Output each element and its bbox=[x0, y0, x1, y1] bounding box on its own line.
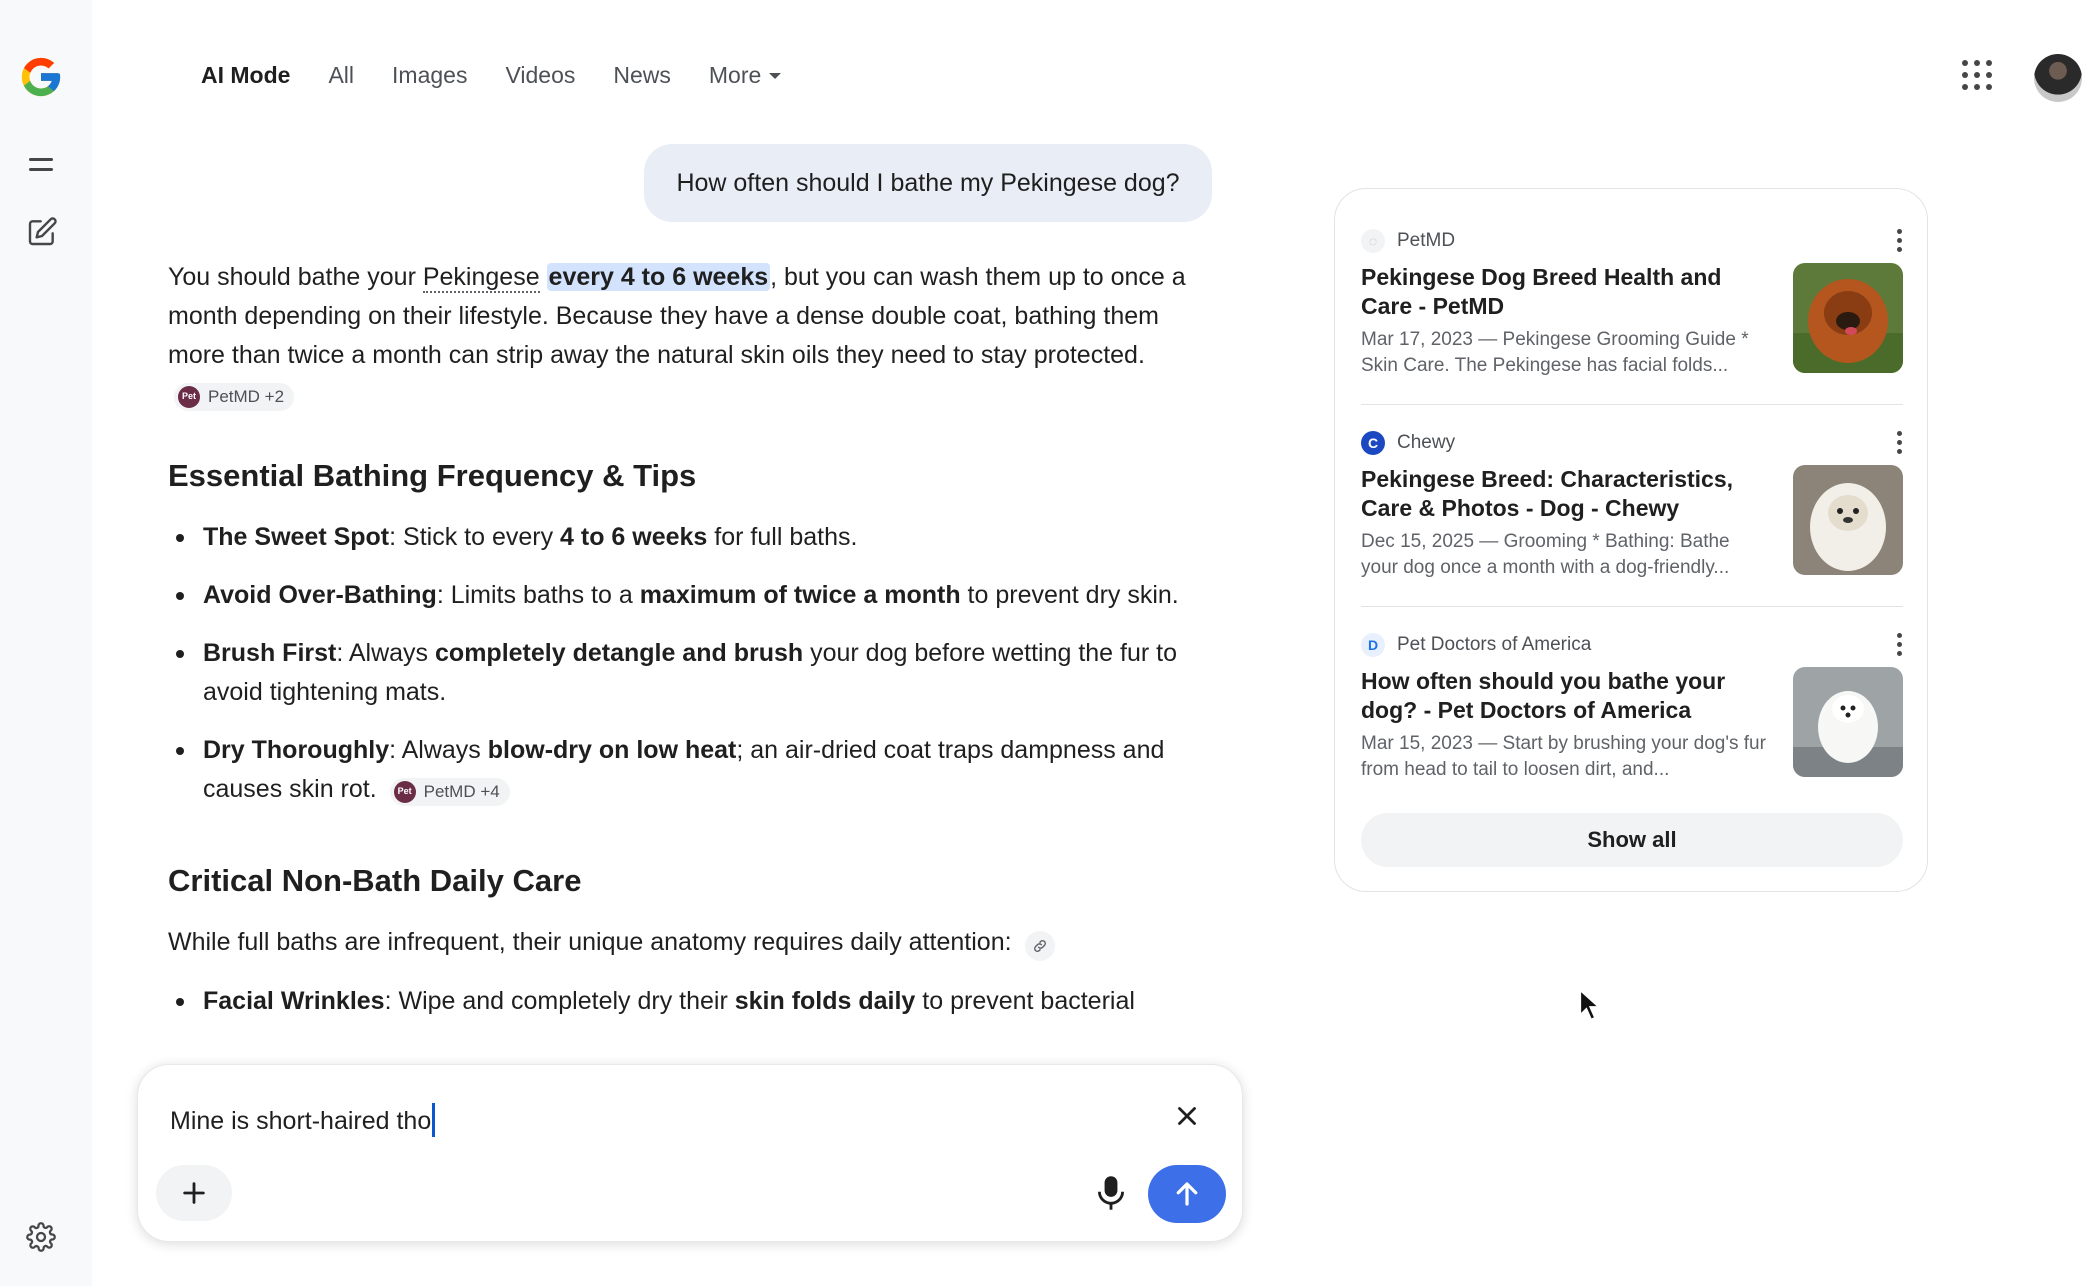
bullet-bold: Brush First bbox=[203, 639, 337, 667]
bullet-text: : Always bbox=[389, 736, 488, 764]
add-attachment-button[interactable] bbox=[156, 1165, 232, 1221]
bullet-bold: The Sweet Spot bbox=[203, 523, 390, 551]
bullet-text: your dog before wetting the fur to avoid tightening mats. bbox=[203, 639, 1177, 706]
answer-text: You should bathe your bbox=[168, 263, 423, 291]
new-chat-icon[interactable] bbox=[26, 216, 58, 248]
more-options-icon[interactable] bbox=[1897, 633, 1903, 660]
tab-images[interactable]: Images bbox=[392, 62, 468, 88]
care-list bbox=[168, 982, 1218, 1021]
section-intro-text: While full baths are infrequent, their unique anatomy requires daily attention: bbox=[168, 928, 1012, 956]
left-rail bbox=[0, 0, 92, 1286]
section-intro bbox=[168, 923, 1218, 962]
bullet-bold: skin folds daily bbox=[734, 987, 916, 1015]
send-button[interactable] bbox=[1148, 1165, 1226, 1223]
list-item bbox=[168, 731, 1218, 809]
search-tabs bbox=[201, 60, 819, 90]
follow-up-input[interactable] bbox=[170, 1103, 435, 1139]
chewy-favicon-icon: C bbox=[1361, 431, 1385, 455]
bullet-bold: Avoid Over-Bathing bbox=[203, 581, 437, 609]
bullet-text: : Wipe and completely dry their bbox=[384, 987, 735, 1015]
source-title[interactable]: Pekingese Breed: Characteristics, Care & Photos - Dog - Chewy bbox=[1361, 466, 1734, 521]
divider bbox=[1361, 606, 1903, 607]
ai-answer bbox=[168, 258, 1218, 1040]
more-options-icon[interactable] bbox=[1897, 229, 1903, 256]
source-snippet: Mar 17, 2023 — Pekingese Grooming Guide * Skin Care. The Pekingese has facial folds... bbox=[1361, 329, 1749, 376]
plus-icon bbox=[180, 1179, 208, 1207]
text-caret bbox=[432, 1103, 435, 1137]
source-title[interactable]: Pekingese Dog Breed Health and Care - PetMD bbox=[1361, 264, 1722, 319]
bullet-text: : Limits baths to a bbox=[436, 581, 640, 609]
list-item bbox=[168, 634, 1218, 712]
bullet-text: : Always bbox=[336, 639, 436, 667]
tab-all[interactable]: All bbox=[328, 62, 355, 88]
source-thumbnail[interactable] bbox=[1793, 667, 1903, 777]
tab-more-label: More bbox=[708, 62, 762, 88]
divider bbox=[1361, 404, 1903, 405]
tab-more[interactable] bbox=[709, 60, 781, 90]
source-card[interactable] bbox=[1361, 429, 1903, 581]
petmd-logo-icon: Pet bbox=[178, 386, 200, 408]
list-item bbox=[168, 518, 1218, 557]
citation-chip-label: PetMD +4 bbox=[423, 782, 500, 801]
section-heading: Essential Bathing Frequency & Tips bbox=[168, 458, 697, 493]
list-item bbox=[168, 982, 1218, 1021]
source-site: Chewy bbox=[1397, 432, 1456, 453]
sources-panel bbox=[1334, 188, 1928, 892]
section-heading: Critical Non-Bath Daily Care bbox=[168, 863, 582, 898]
answer-text bbox=[540, 263, 547, 291]
show-all-button[interactable]: Show all bbox=[1361, 813, 1903, 867]
list-item bbox=[168, 576, 1218, 615]
source-site: PetMD bbox=[1397, 230, 1456, 251]
citation-chip[interactable] bbox=[174, 383, 294, 411]
source-card[interactable] bbox=[1361, 227, 1903, 379]
follow-up-composer bbox=[137, 1064, 1243, 1242]
follow-up-input-value: Mine is short-haired tho bbox=[170, 1107, 432, 1135]
bullet-bold: completely detangle and brush bbox=[435, 639, 804, 667]
source-snippet: Mar 15, 2023 — Start by brushing your dog's fur from head to tail to loosen dirt, and... bbox=[1361, 733, 1766, 780]
answer-intro bbox=[168, 258, 1218, 414]
source-thumbnail[interactable] bbox=[1793, 465, 1903, 575]
citation-chip-label: PetMD +2 bbox=[208, 387, 285, 406]
pekingese-term-link[interactable]: Pekingese bbox=[422, 263, 540, 291]
bullet-text: to prevent dry skin. bbox=[960, 581, 1179, 609]
tips-list bbox=[168, 518, 1218, 809]
avatar[interactable] bbox=[2034, 54, 2082, 102]
bullet-bold: Dry Thoroughly bbox=[203, 736, 390, 764]
arrow-up-icon bbox=[1172, 1179, 1202, 1209]
settings-gear-icon[interactable] bbox=[26, 1222, 58, 1254]
citation-chip[interactable] bbox=[390, 778, 510, 806]
tab-news[interactable]: News bbox=[613, 62, 671, 88]
answer-text: , but you can wash them up to once a month depending on their lifestyle. Because they have a dense double coat, bathing them more than twice a month can strip away the natural skin oils they need to stay protected. bbox=[168, 263, 1186, 369]
answer-highlight: every 4 to 6 weeks bbox=[548, 263, 769, 291]
petmd-logo-icon: Pet bbox=[394, 781, 416, 803]
pet-doctors-favicon-icon: D bbox=[1361, 633, 1385, 657]
link-icon[interactable] bbox=[1025, 931, 1055, 961]
bullet-text: : Stick to every bbox=[389, 523, 561, 551]
source-thumbnail[interactable] bbox=[1793, 263, 1903, 373]
more-options-icon[interactable] bbox=[1897, 431, 1903, 458]
caret-down-icon bbox=[769, 73, 781, 79]
menu-icon[interactable] bbox=[29, 158, 55, 178]
petmd-favicon-icon: ◌ bbox=[1361, 229, 1385, 253]
source-title[interactable]: How often should you bathe your dog? - Pet Doctors of America bbox=[1361, 668, 1726, 723]
bullet-bold: blow-dry on low heat bbox=[487, 736, 737, 764]
bullet-bold: 4 to 6 weeks bbox=[560, 523, 708, 551]
user-query-bubble: How often should I bathe my Pekingese dog? bbox=[644, 144, 1212, 222]
bullet-bold: maximum of twice a month bbox=[639, 581, 961, 609]
mouse-cursor-icon bbox=[1578, 988, 1606, 1026]
google-logo-icon[interactable] bbox=[18, 54, 64, 100]
bullet-text: to prevent bacterial bbox=[915, 987, 1135, 1015]
source-site: Pet Doctors of America bbox=[1397, 634, 1592, 655]
tab-ai-mode[interactable]: AI Mode bbox=[201, 62, 291, 88]
source-snippet: Dec 15, 2025 — Grooming * Bathing: Bathe your dog once a month with a dog-friendly... bbox=[1361, 531, 1730, 578]
apps-grid-icon[interactable] bbox=[1962, 60, 1992, 90]
bullet-text: ; an air-dried coat traps dampness and causes skin rot. bbox=[203, 736, 1165, 803]
tab-videos[interactable]: Videos bbox=[505, 62, 576, 88]
bullet-text: for full baths. bbox=[707, 523, 858, 551]
close-icon[interactable] bbox=[1172, 1101, 1202, 1131]
bullet-bold: Facial Wrinkles bbox=[203, 987, 385, 1015]
source-card[interactable] bbox=[1361, 631, 1903, 783]
microphone-icon[interactable] bbox=[1095, 1175, 1127, 1211]
